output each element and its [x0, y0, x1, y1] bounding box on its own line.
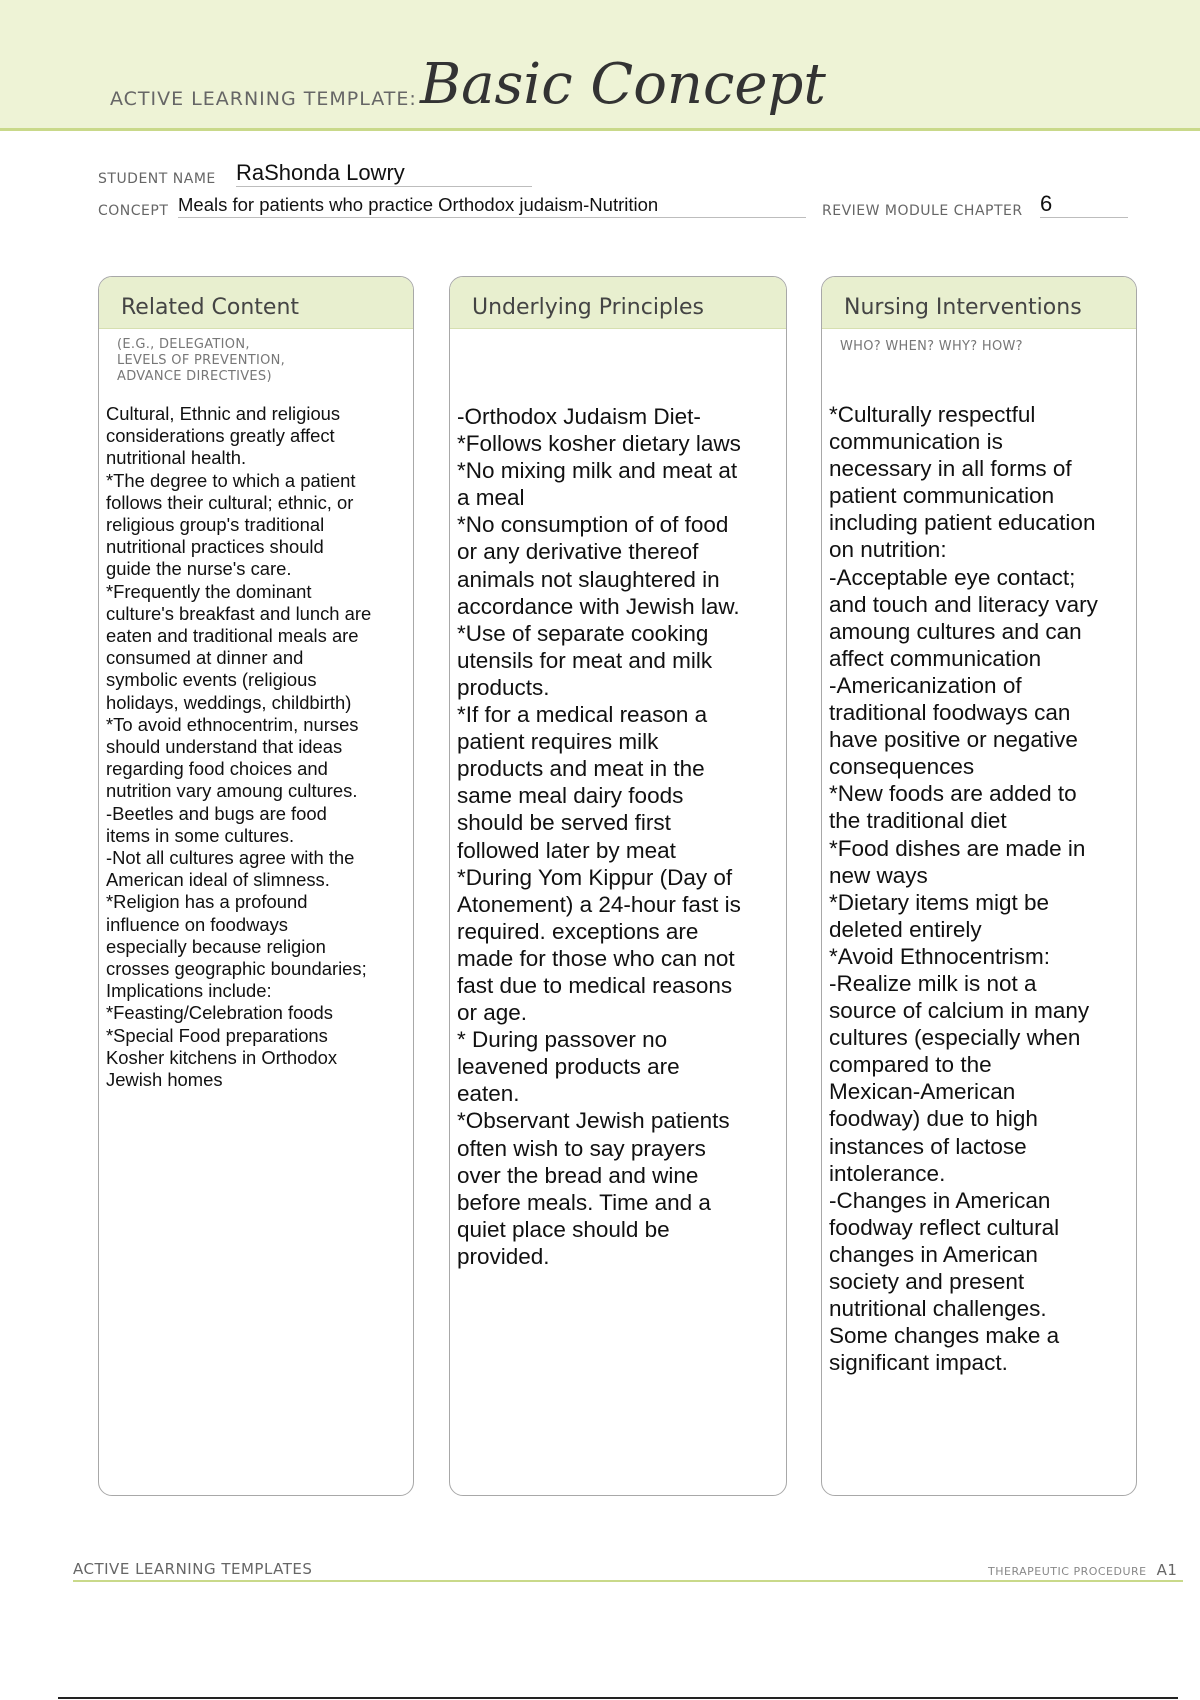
underlying-principles-text: -Orthodox Judaism Diet- *Follows kosher dietary laws *No mixing milk and meat at a meal *No consumption of of food or any derivative thereof animals not slaughtered in accordance with Jewish law. *Use of separate cooking utensils for meat and milk products. *If for a medical reason a patient requires milk products and meat in the same meal dairy foods should be served first followed later by meat *During Yom Kippur (Day of Atonement) a 24-hour fast is required. exceptions are made for those who can not fast due to medical reasons or age. * During passover no leavened products are eaten. *Observant Jewish patients often wish to say prayers over the bread and wine before meals. Time and a quiet place should be provided.	[457, 404, 741, 1269]
template-title: Basic Concept	[420, 52, 826, 117]
concept-label: CONCEPT	[98, 203, 169, 219]
nursing-interventions-box	[821, 276, 1137, 1496]
nursing-interventions-title: Nursing Interventions	[822, 277, 1136, 329]
footer-procedure-label: THERAPEUTIC PROCEDURE	[988, 1565, 1147, 1578]
underlying-principles-box	[449, 276, 787, 1496]
related-content-title: Related Content	[99, 277, 413, 329]
footer-template-name: ACTIVE LEARNING TEMPLATES	[73, 1560, 313, 1578]
template-label: ACTIVE LEARNING TEMPLATE:	[110, 88, 417, 110]
student-name-label: STUDENT NAME	[98, 171, 216, 187]
related-content-subtitle: (E.G., DELEGATION, LEVELS OF PREVENTION, ADVANCE DIRECTIVES)	[117, 337, 286, 384]
footer-procedure	[988, 1561, 1177, 1579]
nursing-interventions-text: *Culturally respectful communication is necessary in all forms of patient communication including patient education on nutrition: -Acceptable eye contact; and touch and literacy vary amoung cultures and can affect communication -Americanization of traditional foodways can have positive or negative consequences *New foods are added to the traditional diet *Food dishes are made in new ways *Dietary items migt be deleted entirely *Avoid Ethnocentrism: -Realize milk is not a source of calcium in many cultures (especially when compared to the Mexican-American foodway) due to high instances of lactose intolerance. -Changes in American foodway reflect cultural changes in American society and present nutritional challenges. Some changes make a significant impact.	[829, 402, 1098, 1376]
template-header	[0, 0, 1200, 131]
footer-divider	[73, 1580, 1183, 1582]
review-module-chapter-field[interactable]: 6	[1040, 191, 1128, 218]
related-content-text: Cultural, Ethnic and religious considerations greatly affect nutritional health. *The degree to which a patient follows their cultural; ethnic, or religious group's traditional nutritional practices should guide the nurse's care. *Frequently the dominant culture's breakfast and lunch are eaten and traditional meals are consumed at dinner and symbolic events (religious holidays, weddings, childbirth) *To avoid ethnocentrim, nurses should understand that ideas regarding food choices and nutrition vary amoung cultures. -Beetles and bugs are food items in some cultures. -Not all cultures agree with the American ideal of slimness. *Religion has a profound influence on foodways especially because religion crosses geographic boundaries; Implications include: *Feasting/Celebration foods *Special Food preparations Kosher kitchens in Orthodox Jewish homes	[106, 403, 372, 1091]
related-content-box	[98, 276, 414, 1496]
footer-page-code: A1	[1156, 1561, 1178, 1579]
page-bottom-divider	[58, 1697, 1178, 1699]
student-name-field[interactable]: RaShonda Lowry	[236, 160, 532, 187]
underlying-principles-title: Underlying Principles	[450, 277, 786, 329]
concept-field[interactable]: Meals for patients who practice Orthodox judaism-Nutrition	[178, 193, 806, 218]
nursing-interventions-subtitle: WHO? WHEN? WHY? HOW?	[840, 339, 1023, 354]
review-module-chapter-label: REVIEW MODULE CHAPTER	[822, 203, 1023, 219]
